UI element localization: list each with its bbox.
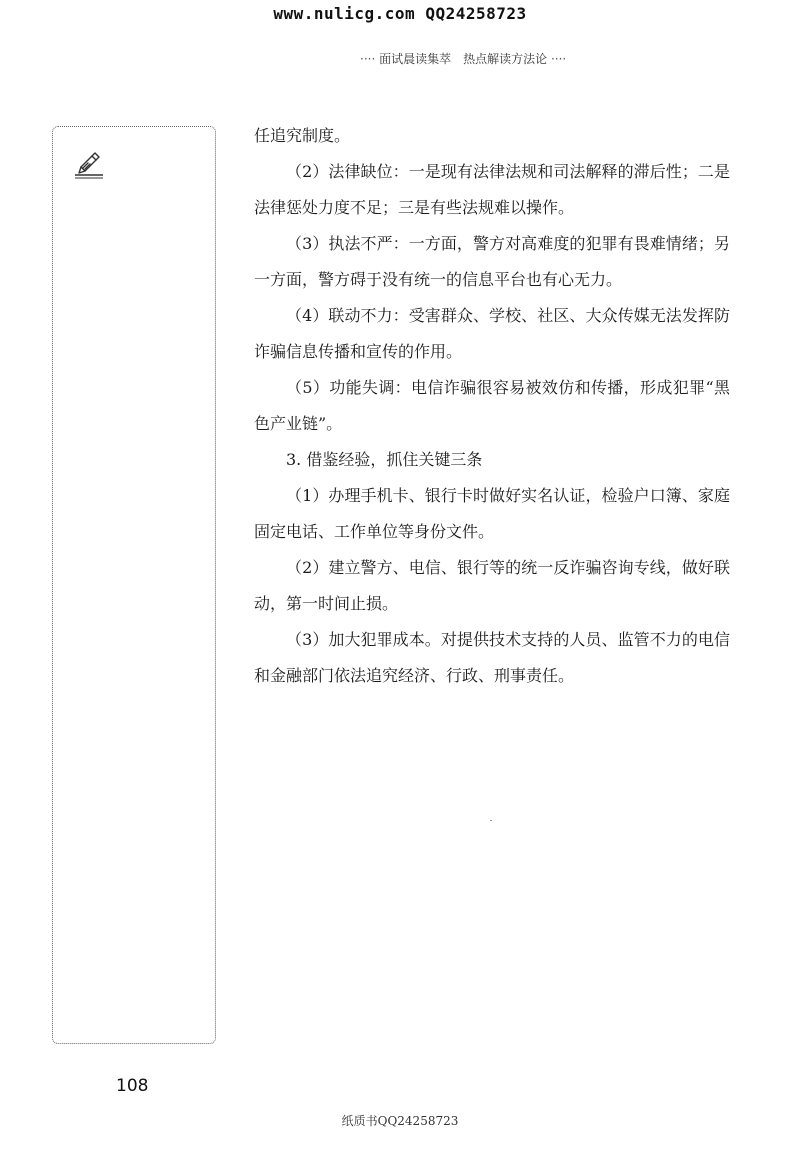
- notes-sidebar-box: [52, 126, 216, 1044]
- header-trailing-dots: ····: [550, 52, 567, 66]
- pen-icon: [73, 147, 105, 179]
- body-text: [254, 118, 730, 694]
- header-title: 面试晨读集萃 热点解读方法论: [379, 52, 548, 66]
- running-header: [360, 50, 620, 67]
- footer-note: 纸质书QQ24258723: [341, 1114, 459, 1128]
- paragraph: （4）联动不力：受害群众、学校、社区、大众传媒无法发挥防诈骗信息传播和宣传的作用。: [254, 306, 730, 361]
- section-heading: 3. 借鉴经验，抓住关键三条: [286, 450, 483, 469]
- header-leading-dots: ····: [360, 52, 376, 66]
- paragraph: （3）执法不严：一方面，警方对高难度的犯罪有畏难情绪；另一方面，警方碍于没有统一的信息平台也有心无力。: [254, 234, 730, 289]
- watermark-text: www.nulicg.com QQ24258723: [273, 4, 527, 23]
- paragraph: 任追究制度。: [254, 126, 351, 145]
- page-number: 108: [116, 1076, 149, 1096]
- scan-artifact-dot: [490, 820, 492, 821]
- paragraph: （2）建立警方、电信、银行等的统一反诈骗咨询专线，做好联动，第一时间止损。: [254, 558, 730, 613]
- paragraph: （3）加大犯罪成本。对提供技术支持的人员、监管不力的电信和金融部门依法追究经济、行政、刑事责任。: [254, 630, 730, 685]
- paragraph: （2）法律缺位：一是现有法律法规和司法解释的滞后性；二是法律惩处力度不足；三是有些法规难以操作。: [254, 162, 730, 217]
- paragraph: （1）办理手机卡、银行卡时做好实名认证，检验户口簿、家庭固定电话、工作单位等身份文件。: [254, 486, 730, 541]
- paragraph: （5）功能失调：电信诈骗很容易被效仿和传播，形成犯罪“黑色产业链”。: [254, 378, 730, 433]
